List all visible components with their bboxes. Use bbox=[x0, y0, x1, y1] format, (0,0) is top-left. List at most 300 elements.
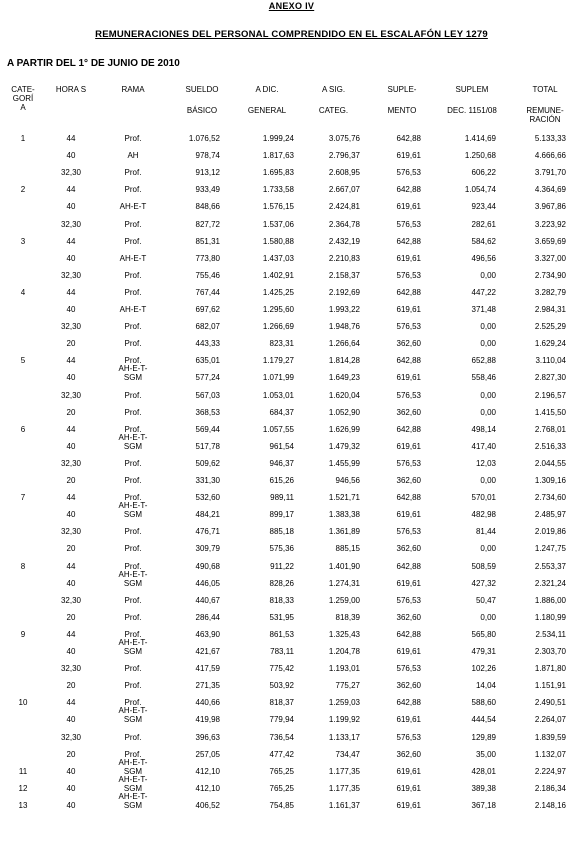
row-total: 3.659,69 bbox=[534, 236, 566, 246]
row-branch: Prof. bbox=[124, 612, 142, 622]
row-category-allowance: 1.204,78 bbox=[328, 647, 360, 656]
row-hours: 44 bbox=[66, 629, 76, 639]
row-branch: SGM bbox=[123, 800, 143, 810]
row-decree-supplement: 389,38 bbox=[471, 783, 496, 793]
row-category-allowance: 1.521,71 bbox=[328, 493, 360, 503]
row-decree-supplement: 479,31 bbox=[471, 647, 496, 656]
row-supplement: 642,88 bbox=[396, 561, 421, 571]
header-total-line2: REMUNE- bbox=[526, 106, 564, 115]
header-suplem-line2: DEC. 1151/08 bbox=[447, 106, 497, 115]
row-total: 2.303,70 bbox=[534, 647, 566, 656]
row-hours: 32,30 bbox=[60, 390, 82, 400]
row-branch: SGM bbox=[123, 373, 143, 383]
row-decree-supplement: 1.414,69 bbox=[464, 134, 496, 143]
row-branch: Prof. bbox=[124, 219, 142, 229]
row-basic-salary: 517,78 bbox=[195, 441, 220, 451]
row-decree-supplement: 0,00 bbox=[480, 476, 496, 485]
row-total: 3.791,70 bbox=[534, 168, 566, 178]
row-basic-salary: 697,62 bbox=[195, 305, 220, 314]
row-basic-salary: 773,80 bbox=[195, 253, 220, 263]
row-supplement: 362,60 bbox=[396, 476, 421, 485]
row-total: 3.223,92 bbox=[534, 219, 566, 229]
row-supplement: 619,61 bbox=[396, 800, 421, 810]
row-general-additional: 1.537,06 bbox=[262, 219, 294, 229]
row-category-allowance: 1.620,04 bbox=[328, 390, 360, 400]
row-general-additional: 1.053,01 bbox=[262, 390, 294, 400]
row-total: 5.133,33 bbox=[534, 134, 566, 143]
row-branch: Prof. bbox=[124, 168, 142, 178]
row-decree-supplement: 129,89 bbox=[471, 732, 496, 742]
effective-date: A PARTIR DEL 1° DE JUNIO DE 2010 bbox=[7, 58, 180, 69]
row-total: 2.534,11 bbox=[535, 629, 566, 639]
row-general-additional: 1.695,83 bbox=[262, 168, 294, 178]
row-basic-salary: 417,59 bbox=[195, 664, 220, 674]
header-adic bbox=[240, 85, 294, 115]
row-hours: 20 bbox=[66, 476, 76, 485]
row-branch: Prof. bbox=[124, 458, 142, 468]
row-hours: 44 bbox=[66, 698, 76, 708]
row-basic-salary: 440,67 bbox=[195, 595, 220, 605]
row-supplement: 576,53 bbox=[396, 527, 421, 537]
row-hours: 32,30 bbox=[60, 664, 82, 674]
row-branch: AH-E-T bbox=[119, 253, 147, 263]
row-hours: 40 bbox=[66, 783, 76, 793]
row-category-allowance: 1.259,00 bbox=[328, 595, 360, 605]
row-total: 1.247,75 bbox=[534, 544, 566, 554]
document-subtitle: REMUNERACIONES DEL PERSONAL COMPRENDIDO EN EL ESCALAFÓN LEY 1279 bbox=[95, 29, 488, 40]
row-general-additional: 1.437,03 bbox=[262, 253, 294, 263]
row-hours: 44 bbox=[66, 185, 76, 195]
row-category-allowance: 1.161,37 bbox=[328, 800, 360, 810]
row-decree-supplement: 496,56 bbox=[471, 253, 496, 263]
row-decree-supplement: 417,40 bbox=[471, 441, 496, 451]
row-decree-supplement: 923,44 bbox=[471, 202, 496, 212]
row-hours: 40 bbox=[66, 510, 76, 520]
row-category-allowance: 818,39 bbox=[335, 612, 360, 622]
row-total: 2.768,01 bbox=[534, 424, 566, 434]
row-supplement: 619,61 bbox=[396, 715, 421, 725]
row-category-allowance: 885,15 bbox=[335, 544, 360, 554]
header-adic-line2: GENERAL bbox=[247, 106, 287, 115]
row-decree-supplement: 588,60 bbox=[471, 698, 496, 708]
header-adic-line1: A DIC. bbox=[255, 85, 279, 94]
row-category: 3 bbox=[20, 236, 26, 246]
row-branch: AH-E-T- bbox=[118, 706, 148, 716]
row-decree-supplement: 1.250,68 bbox=[464, 151, 496, 161]
row-total: 2.186,34 bbox=[534, 783, 566, 793]
row-category: 1 bbox=[20, 134, 26, 143]
row-branch: Prof. bbox=[124, 287, 142, 297]
row-branch: Prof. bbox=[124, 732, 142, 742]
row-hours: 40 bbox=[66, 373, 76, 383]
document-title: ANEXO IV bbox=[268, 1, 315, 11]
row-supplement: 642,88 bbox=[396, 185, 421, 195]
row-decree-supplement: 498,14 bbox=[471, 424, 496, 434]
row-hours: 20 bbox=[66, 339, 76, 349]
row-category-allowance: 1.401,90 bbox=[328, 561, 360, 571]
header-sueldo-line2: BÁSICO bbox=[186, 106, 218, 115]
row-branch: Prof. bbox=[124, 476, 142, 485]
row-total: 2.224,97 bbox=[534, 766, 566, 776]
row-decree-supplement: 14,04 bbox=[475, 681, 496, 691]
row-total: 1.132,07 bbox=[534, 749, 566, 759]
row-hours: 40 bbox=[66, 202, 76, 212]
row-total: 3.282,79 bbox=[534, 287, 566, 297]
row-general-additional: 899,17 bbox=[269, 510, 294, 520]
row-basic-salary: 331,30 bbox=[195, 476, 220, 485]
row-category-allowance: 2.796,37 bbox=[328, 151, 360, 161]
row-general-additional: 818,37 bbox=[269, 698, 294, 708]
header-suplem bbox=[440, 85, 504, 115]
row-basic-salary: 412,10 bbox=[195, 766, 220, 776]
row-category-allowance: 1.199,92 bbox=[328, 715, 360, 725]
row-branch: Prof. bbox=[124, 390, 142, 400]
row-basic-salary: 421,67 bbox=[195, 647, 220, 656]
row-general-additional: 765,25 bbox=[269, 766, 294, 776]
row-general-additional: 783,11 bbox=[270, 647, 294, 656]
header-total bbox=[520, 85, 570, 124]
row-supplement: 362,60 bbox=[396, 749, 421, 759]
row-basic-salary: 271,35 bbox=[195, 681, 220, 691]
row-decree-supplement: 0,00 bbox=[480, 407, 496, 417]
row-branch: Prof. bbox=[124, 270, 142, 280]
row-category-allowance: 2.424,81 bbox=[328, 202, 360, 212]
header-horas: HORA S bbox=[55, 85, 87, 94]
row-hours: 40 bbox=[66, 800, 76, 810]
row-total: 3.327,00 bbox=[534, 253, 566, 263]
row-decree-supplement: 12,03 bbox=[475, 458, 496, 468]
row-basic-salary: 406,52 bbox=[195, 800, 220, 810]
row-hours: 32,30 bbox=[60, 219, 82, 229]
row-branch: SGM bbox=[123, 647, 143, 656]
row-basic-salary: 978,74 bbox=[195, 151, 220, 161]
row-category-allowance: 1.266,64 bbox=[328, 339, 360, 349]
row-category-allowance: 734,47 bbox=[335, 749, 360, 759]
row-basic-salary: 490,68 bbox=[195, 561, 220, 571]
row-supplement: 362,60 bbox=[396, 407, 421, 417]
row-basic-salary: 682,07 bbox=[195, 322, 220, 332]
row-supplement: 642,88 bbox=[396, 698, 421, 708]
row-hours: 44 bbox=[66, 287, 76, 297]
row-category: 12 bbox=[18, 783, 28, 793]
row-decree-supplement: 367,18 bbox=[471, 800, 496, 810]
row-hours: 44 bbox=[66, 356, 76, 366]
row-hours: 32,30 bbox=[60, 458, 82, 468]
row-hours: 20 bbox=[66, 681, 76, 691]
row-supplement: 576,53 bbox=[396, 168, 421, 178]
header-asig-line1: A SIG. bbox=[321, 85, 346, 94]
row-supplement: 619,61 bbox=[396, 202, 421, 212]
row-general-additional: 736,54 bbox=[269, 732, 294, 742]
row-category-allowance: 2.432,19 bbox=[328, 236, 360, 246]
row-hours: 40 bbox=[66, 441, 76, 451]
row-branch: Prof. bbox=[124, 493, 142, 503]
row-branch: Prof. bbox=[124, 561, 142, 571]
row-hours: 44 bbox=[66, 236, 76, 246]
row-branch: AH bbox=[127, 151, 139, 161]
row-supplement: 642,88 bbox=[396, 424, 421, 434]
row-supplement: 619,61 bbox=[396, 373, 421, 383]
row-category-allowance: 1.626,99 bbox=[328, 424, 360, 434]
row-branch: SGM bbox=[123, 783, 143, 793]
row-hours: 20 bbox=[66, 612, 76, 622]
row-branch: AH-E-T- bbox=[118, 364, 148, 374]
row-category: 8 bbox=[20, 561, 26, 571]
row-hours: 44 bbox=[66, 134, 76, 143]
row-category: 13 bbox=[18, 800, 28, 810]
row-general-additional: 1.071,99 bbox=[262, 373, 294, 383]
row-branch: AH-E-T- bbox=[118, 569, 148, 579]
row-category-allowance: 1.133,17 bbox=[328, 732, 360, 742]
row-hours: 44 bbox=[66, 561, 76, 571]
header-categoria-line3: A bbox=[20, 103, 26, 112]
row-category-allowance: 1.325,43 bbox=[328, 629, 360, 639]
row-basic-salary: 463,90 bbox=[195, 629, 220, 639]
row-branch: Prof. bbox=[124, 322, 142, 332]
row-general-additional: 946,37 bbox=[269, 458, 294, 468]
row-supplement: 619,61 bbox=[396, 253, 421, 263]
header-rama: RAMA bbox=[121, 85, 145, 94]
row-basic-salary: 577,24 bbox=[195, 373, 220, 383]
row-branch: AH-E-T- bbox=[118, 791, 148, 801]
row-supplement: 576,53 bbox=[396, 595, 421, 605]
row-basic-salary: 848,66 bbox=[195, 202, 220, 212]
row-total: 2.148,16 bbox=[534, 800, 566, 810]
row-branch: Prof. bbox=[124, 595, 142, 605]
row-basic-salary: 569,44 bbox=[195, 424, 220, 434]
row-hours: 40 bbox=[66, 305, 76, 314]
row-category-allowance: 1.193,01 bbox=[328, 664, 360, 674]
row-category-allowance: 1.052,90 bbox=[328, 407, 360, 417]
row-supplement: 619,61 bbox=[396, 647, 421, 656]
row-total: 2.516,33 bbox=[534, 441, 566, 451]
row-decree-supplement: 606,22 bbox=[471, 168, 496, 178]
row-category: 7 bbox=[20, 493, 26, 503]
row-basic-salary: 476,71 bbox=[195, 527, 220, 537]
row-general-additional: 1.402,91 bbox=[262, 270, 294, 280]
row-branch: Prof. bbox=[124, 407, 142, 417]
row-total: 4.364,69 bbox=[534, 185, 566, 195]
row-supplement: 642,88 bbox=[396, 493, 421, 503]
row-total: 2.734,90 bbox=[534, 270, 566, 280]
row-branch: AH-E-T bbox=[119, 202, 147, 212]
row-decree-supplement: 0,00 bbox=[480, 270, 496, 280]
row-supplement: 619,61 bbox=[396, 151, 421, 161]
row-general-additional: 823,31 bbox=[269, 339, 294, 349]
row-general-additional: 1.733,58 bbox=[262, 185, 294, 195]
row-category-allowance: 1.383,38 bbox=[328, 510, 360, 520]
row-category-allowance: 1.177,35 bbox=[328, 783, 360, 793]
row-branch: Prof. bbox=[124, 134, 142, 143]
row-basic-salary: 913,12 bbox=[195, 168, 220, 178]
header-total-line3: RACIÓN bbox=[529, 115, 561, 124]
row-category-allowance: 2.210,83 bbox=[328, 253, 360, 263]
row-supplement: 576,53 bbox=[396, 390, 421, 400]
row-category-allowance: 1.993,22 bbox=[328, 305, 360, 314]
row-total: 1.839,59 bbox=[534, 732, 566, 742]
row-total: 3.967,86 bbox=[534, 202, 566, 212]
row-supplement: 619,61 bbox=[396, 766, 421, 776]
row-supplement: 619,61 bbox=[396, 510, 421, 520]
row-total: 1.629,24 bbox=[534, 339, 566, 349]
row-general-additional: 1.057,55 bbox=[262, 424, 294, 434]
row-basic-salary: 635,01 bbox=[195, 356, 220, 366]
row-supplement: 642,88 bbox=[396, 629, 421, 639]
row-decree-supplement: 558,46 bbox=[471, 373, 496, 383]
row-hours: 40 bbox=[66, 715, 76, 725]
row-category: 11 bbox=[18, 766, 28, 776]
row-hours: 32,30 bbox=[60, 168, 82, 178]
row-supplement: 362,60 bbox=[396, 339, 421, 349]
row-basic-salary: 396,63 bbox=[195, 732, 220, 742]
row-basic-salary: 368,53 bbox=[195, 407, 220, 417]
row-hours: 40 bbox=[66, 647, 76, 656]
row-basic-salary: 257,05 bbox=[195, 749, 220, 759]
row-branch: Prof. bbox=[124, 664, 142, 674]
header-suple-line1: SUPLE- bbox=[387, 85, 417, 94]
row-category-allowance: 946,56 bbox=[335, 476, 360, 485]
row-decree-supplement: 371,48 bbox=[471, 305, 496, 314]
row-general-additional: 615,26 bbox=[269, 476, 294, 485]
row-general-additional: 1.576,15 bbox=[262, 202, 294, 212]
row-supplement: 619,61 bbox=[396, 578, 421, 588]
row-hours: 40 bbox=[66, 578, 76, 588]
row-decree-supplement: 0,00 bbox=[480, 612, 496, 622]
row-category-allowance: 1.649,23 bbox=[328, 373, 360, 383]
header-asig bbox=[306, 85, 361, 115]
row-category-allowance: 1.259,03 bbox=[328, 698, 360, 708]
row-basic-salary: 767,44 bbox=[195, 287, 220, 297]
row-hours: 32,30 bbox=[60, 732, 82, 742]
row-branch: Prof. bbox=[124, 527, 142, 537]
row-decree-supplement: 102,26 bbox=[471, 664, 496, 674]
row-supplement: 576,53 bbox=[396, 322, 421, 332]
row-general-additional: 684,37 bbox=[269, 407, 294, 417]
row-supplement: 576,53 bbox=[396, 219, 421, 229]
row-general-additional: 1.425,25 bbox=[262, 287, 294, 297]
row-total: 1.415,50 bbox=[534, 407, 566, 417]
row-category-allowance: 1.814,28 bbox=[328, 356, 360, 366]
row-category-allowance: 2.158,37 bbox=[328, 270, 360, 280]
row-supplement: 362,60 bbox=[396, 612, 421, 622]
row-branch: AH-E-T- bbox=[118, 501, 148, 511]
row-basic-salary: 1.076,52 bbox=[188, 134, 220, 143]
row-basic-salary: 286,44 bbox=[195, 612, 220, 622]
row-supplement: 576,53 bbox=[396, 458, 421, 468]
row-branch: SGM bbox=[123, 766, 143, 776]
row-total: 1.886,00 bbox=[534, 595, 566, 605]
row-hours: 44 bbox=[66, 424, 76, 434]
row-total: 2.019,86 bbox=[534, 527, 566, 537]
row-decree-supplement: 0,00 bbox=[480, 544, 496, 554]
row-supplement: 642,88 bbox=[396, 134, 421, 143]
row-hours: 44 bbox=[66, 493, 76, 503]
row-general-additional: 1.580,88 bbox=[262, 236, 294, 246]
row-supplement: 619,61 bbox=[396, 305, 421, 314]
row-basic-salary: 532,60 bbox=[195, 493, 220, 503]
row-decree-supplement: 35,00 bbox=[475, 749, 496, 759]
row-general-additional: 828,26 bbox=[269, 578, 294, 588]
row-category-allowance: 2.192,69 bbox=[328, 287, 360, 297]
row-total: 2.044,55 bbox=[534, 458, 566, 468]
row-supplement: 362,60 bbox=[396, 544, 421, 554]
row-general-additional: 989,11 bbox=[270, 493, 294, 503]
header-suplem-line1: SUPLEM bbox=[455, 85, 489, 94]
row-general-additional: 961,54 bbox=[269, 441, 294, 451]
row-hours: 40 bbox=[66, 253, 76, 263]
row-supplement: 619,61 bbox=[396, 441, 421, 451]
row-category-allowance: 1.948,76 bbox=[328, 322, 360, 332]
row-decree-supplement: 482,98 bbox=[471, 510, 496, 520]
row-general-additional: 503,92 bbox=[269, 681, 294, 691]
row-general-additional: 779,94 bbox=[269, 715, 294, 725]
row-branch: Prof. bbox=[124, 681, 142, 691]
row-category-allowance: 775,27 bbox=[335, 681, 360, 691]
row-supplement: 576,53 bbox=[396, 270, 421, 280]
row-decree-supplement: 444,54 bbox=[471, 715, 496, 725]
row-branch: SGM bbox=[123, 510, 143, 520]
row-total: 4.666,66 bbox=[534, 151, 566, 161]
row-supplement: 576,53 bbox=[396, 732, 421, 742]
row-decree-supplement: 0,00 bbox=[480, 390, 496, 400]
row-basic-salary: 484,21 bbox=[195, 510, 220, 520]
row-supplement: 362,60 bbox=[396, 681, 421, 691]
row-branch: AH-E-T- bbox=[118, 757, 148, 767]
row-basic-salary: 440,66 bbox=[195, 698, 220, 708]
row-general-additional: 775,42 bbox=[269, 664, 294, 674]
row-hours: 40 bbox=[66, 151, 76, 161]
row-supplement: 642,88 bbox=[396, 236, 421, 246]
row-total: 2.553,37 bbox=[534, 561, 566, 571]
row-decree-supplement: 1.054,74 bbox=[464, 185, 496, 195]
row-total: 2.485,97 bbox=[534, 510, 566, 520]
row-total: 1.309,16 bbox=[534, 476, 566, 485]
row-branch: Prof. bbox=[124, 236, 142, 246]
row-category-allowance: 1.361,89 bbox=[328, 527, 360, 537]
row-hours: 20 bbox=[66, 407, 76, 417]
row-category: 6 bbox=[20, 424, 26, 434]
row-branch: Prof. bbox=[124, 544, 142, 554]
row-decree-supplement: 652,88 bbox=[471, 356, 496, 366]
row-total: 1.151,91 bbox=[534, 681, 566, 691]
row-total: 2.321,24 bbox=[534, 578, 566, 588]
row-general-additional: 477,42 bbox=[269, 749, 294, 759]
row-branch: AH-E-T- bbox=[118, 774, 148, 784]
row-general-additional: 911,22 bbox=[270, 561, 294, 571]
row-category: 9 bbox=[20, 629, 26, 639]
header-categoria-line2: GORÍ bbox=[12, 94, 34, 103]
row-supplement: 619,61 bbox=[396, 783, 421, 793]
row-total: 2.734,60 bbox=[534, 493, 566, 503]
row-category: 10 bbox=[18, 698, 28, 708]
row-branch: SGM bbox=[123, 715, 143, 725]
row-branch: Prof. bbox=[124, 698, 142, 708]
row-general-additional: 1.999,24 bbox=[262, 134, 294, 143]
row-branch: Prof. bbox=[124, 629, 142, 639]
row-general-additional: 1.817,63 bbox=[262, 151, 294, 161]
row-branch: AH-E-T- bbox=[118, 638, 148, 647]
row-supplement: 642,88 bbox=[396, 356, 421, 366]
row-basic-salary: 443,33 bbox=[195, 339, 220, 349]
row-general-additional: 1.295,60 bbox=[262, 305, 294, 314]
header-total-line1: TOTAL bbox=[532, 85, 558, 94]
row-total: 2.264,07 bbox=[534, 715, 566, 725]
row-hours: 32,30 bbox=[60, 322, 82, 332]
row-basic-salary: 755,46 bbox=[195, 270, 220, 280]
row-hours: 32,30 bbox=[60, 270, 82, 280]
row-total: 2.827,30 bbox=[534, 373, 566, 383]
row-decree-supplement: 0,00 bbox=[480, 322, 496, 332]
